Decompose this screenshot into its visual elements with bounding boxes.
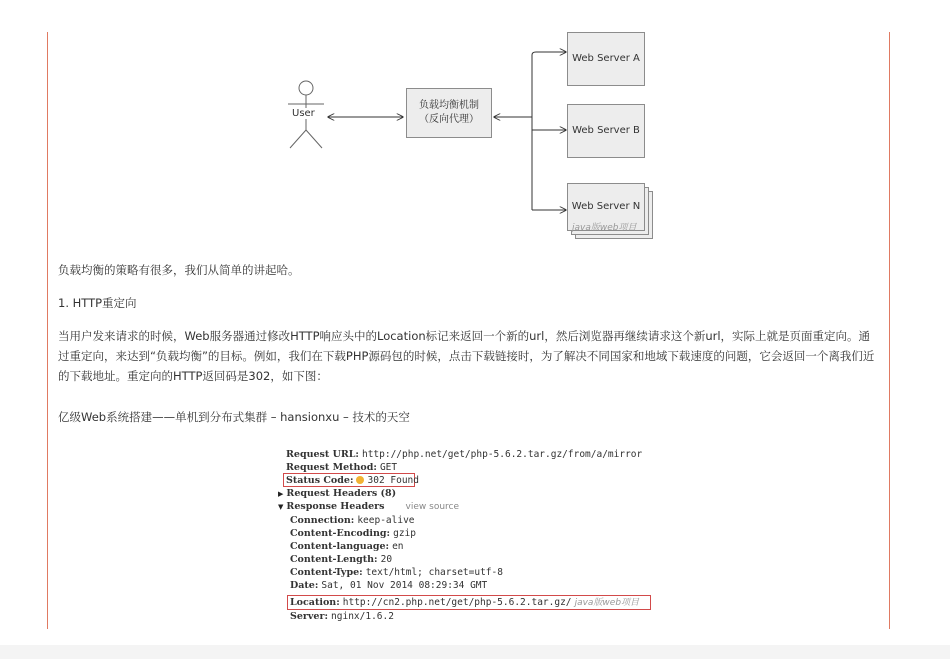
header-key: Content-Encoding: bbox=[290, 528, 391, 539]
location-value: http://cn2.php.net/get/php-5.6.2.tar.gz/ bbox=[342, 597, 572, 608]
body-paragraph: 当用户发来请求的时候，Web服务器通过修改HTTP响应头中的Location标记来返回一个新的url，然后浏览器再继续请求这个新url，实际上就是页面重定向。通过重定向，来达到“负载均衡”的目标。例如，我们在下载PHP源码包的时候，点击下载链接时，为了解决不同国家和地域下载速度的问题，它会返回一个离我们近的下载地址。重定向的HTTP返回码是302，如下图： bbox=[58, 329, 875, 383]
header-value: 20 bbox=[380, 554, 393, 565]
header-key: Date: bbox=[290, 580, 319, 591]
web-server-b-label: Web Server B bbox=[572, 125, 640, 136]
header-row bbox=[290, 515, 415, 528]
header-row bbox=[290, 580, 487, 593]
web-server-n-label: Web Server N bbox=[571, 201, 641, 212]
content-border-left bbox=[47, 32, 48, 629]
server-value: nginx/1.6.2 bbox=[331, 611, 394, 622]
header-row bbox=[290, 567, 503, 580]
load-balancer-diagram bbox=[270, 30, 690, 245]
header-key: Connection: bbox=[290, 515, 355, 526]
header-value: gzip bbox=[393, 528, 416, 539]
header-row bbox=[290, 541, 404, 554]
page-bottom-band bbox=[0, 645, 950, 659]
section-heading: 1. HTTP重定向 bbox=[58, 296, 137, 310]
lb-subtitle: （反向代理） bbox=[419, 114, 479, 125]
request-method-key: Request Method: bbox=[286, 462, 377, 473]
status-code-key: Status Code: bbox=[286, 475, 354, 486]
expand-triangle-icon[interactable]: ▶ bbox=[278, 490, 284, 498]
request-headers-toggle[interactable]: Request Headers (8) bbox=[286, 488, 397, 499]
lb-title: 负载均衡机制 bbox=[419, 100, 479, 111]
header-key: Content-Type: bbox=[290, 567, 363, 578]
location-key: Location: bbox=[290, 597, 340, 608]
view-source-link[interactable]: view source bbox=[405, 502, 460, 512]
header-value: en bbox=[392, 541, 404, 552]
server-key: Server: bbox=[290, 611, 328, 622]
devtools-watermark: java版web项目 bbox=[574, 598, 640, 608]
header-row bbox=[290, 554, 392, 567]
diagram-watermark: java版web项目 bbox=[572, 223, 637, 233]
status-code-value: 302 Found bbox=[367, 475, 419, 486]
status-dot-icon bbox=[356, 476, 364, 484]
header-key: Content-Length: bbox=[290, 554, 378, 565]
intro-text: 负载均衡的策略有很多，我们从简单的讲起哈。 bbox=[58, 263, 300, 277]
devtools-screenshot bbox=[278, 444, 678, 628]
web-server-a-label: Web Server A bbox=[572, 53, 640, 64]
header-value: Sat, 01 Nov 2014 08:29:34 GMT bbox=[321, 580, 488, 591]
image-caption: 亿级Web系统搭建——单机到分布式集群 – hansionxu – 技术的天空 bbox=[58, 410, 410, 424]
header-key: Content-language: bbox=[290, 541, 390, 552]
web-server-b bbox=[567, 104, 645, 158]
request-url-value: http://php.net/get/php-5.6.2.tar.gz/from/a/mirror bbox=[361, 449, 643, 460]
header-row bbox=[290, 528, 416, 541]
request-method-value: GET bbox=[379, 462, 398, 473]
collapse-triangle-icon[interactable]: ▼ bbox=[278, 503, 284, 511]
user-label: User bbox=[292, 108, 315, 119]
load-balancer-box bbox=[406, 88, 492, 138]
content-border-right bbox=[889, 32, 890, 629]
web-server-a bbox=[567, 32, 645, 86]
request-url-key: Request URL: bbox=[286, 449, 359, 460]
response-headers-toggle[interactable]: Response Headers bbox=[286, 501, 385, 512]
header-value: text/html; charset=utf-8 bbox=[365, 567, 503, 578]
header-value: keep-alive bbox=[357, 515, 415, 526]
